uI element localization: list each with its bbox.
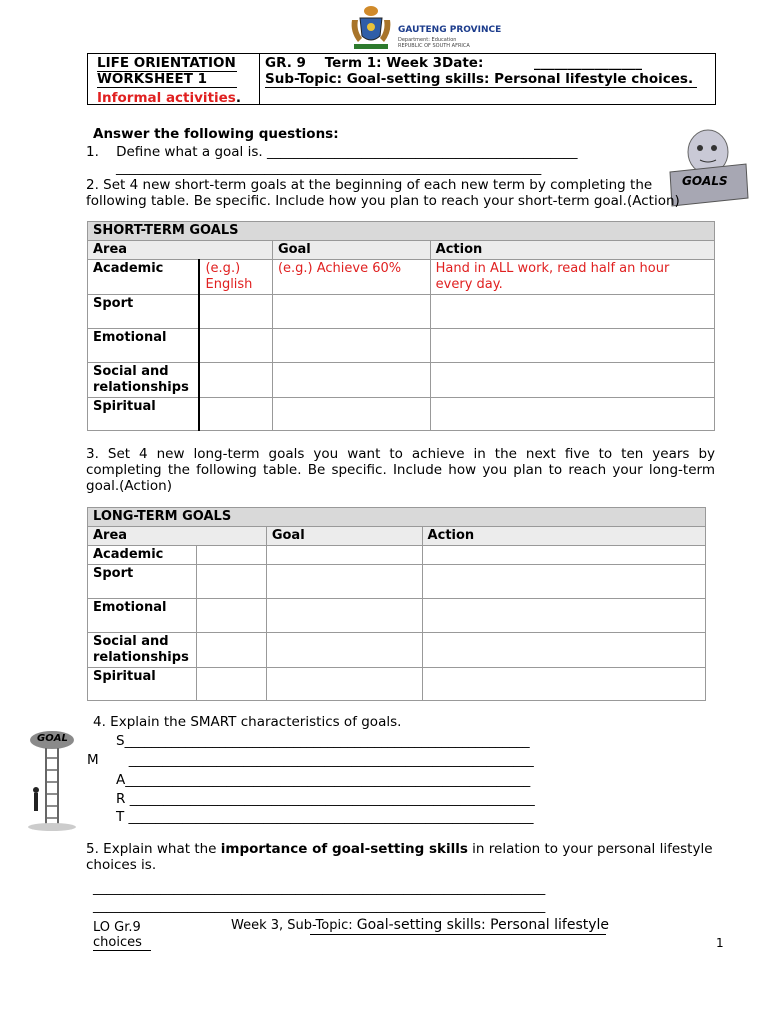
long-cell[interactable] [196,565,266,599]
worksheet-label: WORKSHEET 1 [97,71,237,88]
logo-province: GAUTENG PROVINCE [398,25,502,35]
ladder-icon [24,730,80,832]
answer-line-1: ___________________________________________________________________ [93,880,546,896]
footer-center: Week 3, Sub-Topic: Goal-setting skills: Personal lifestyle [231,917,610,933]
short-cell[interactable] [272,329,430,363]
long-header-goal: Goal [266,527,422,546]
long-area-emotional: Emotional [88,599,197,633]
footer-left-1: LO Gr.9 [93,920,141,935]
long-area-spiritual: Spiritual [88,668,197,701]
logo-dept: Department: Education [398,37,457,43]
short-cell[interactable] [430,398,714,431]
short-cell-example-goal[interactable]: (e.g.) Achieve 60% [272,260,430,295]
long-cell[interactable] [266,599,422,633]
footer-left-2: choices [93,935,151,951]
long-term-title: LONG-TERM GOALS [88,508,706,527]
subject-label: LIFE ORIENTATION [97,55,236,71]
long-cell[interactable] [266,633,422,668]
question-1: 1. Define what a goal is. ______________________________________________ [86,144,578,160]
long-cell[interactable] [422,633,705,668]
footer-rule [310,934,606,935]
short-cell[interactable] [430,329,714,363]
smart-line-r: R ____________________________________________________________ [116,791,535,807]
smart-line-s: S____________________________________________________________ [116,733,530,749]
short-cell-example-action[interactable]: Hand in ALL work, read half an hour every day. [430,260,714,295]
subtopic-label: Sub-Topic: Goal-setting skills: Personal lifestyle choices. [265,71,697,88]
short-area-academic: Academic [88,260,200,295]
coat-of-arms-icon [346,2,396,52]
short-header-goal: Goal [272,241,430,260]
long-area-sport: Sport [88,565,197,599]
short-header-area: Area [88,241,273,260]
goals-image-label: GOALS [682,174,728,188]
question-1-line2: _______________________________________________________________ [116,160,542,176]
intro-heading: Answer the following questions: [93,126,339,142]
header-box [87,53,716,105]
short-cell[interactable] [272,363,430,398]
long-cell[interactable] [422,599,705,633]
short-cell[interactable] [199,329,272,363]
long-cell[interactable] [196,633,266,668]
smart-line-a: A____________________________________________________________ [116,772,531,788]
short-cell[interactable] [430,363,714,398]
short-area-spiritual: Spiritual [88,398,200,431]
question-2: 2. Set 4 new short-term goals at the beginning of each new term by completing the following table. Be specific. Include how you plan to reach your short-term goal.(Action) [86,177,680,209]
short-area-emotional: Emotional [88,329,200,363]
long-term-table [87,507,706,701]
short-term-title: SHORT-TERM GOALS [88,222,715,241]
short-cell[interactable] [199,398,272,431]
long-header-action: Action [422,527,705,546]
short-area-sport: Sport [88,295,200,329]
short-cell-example-subject[interactable]: (e.g.) English [199,260,272,295]
long-cell[interactable] [266,546,422,565]
long-cell[interactable] [422,565,705,599]
logo-country: REPUBLIC OF SOUTH AFRICA [398,43,470,49]
long-cell[interactable] [422,668,705,701]
long-header-area: Area [88,527,267,546]
short-cell[interactable] [199,363,272,398]
long-cell[interactable] [266,565,422,599]
question-5: 5. Explain what the importance of goal-setting skills in relation to your personal lifestyle choices is. [86,841,713,873]
long-cell[interactable] [422,546,705,565]
short-cell[interactable] [199,295,272,329]
long-area-academic: Academic [88,546,197,565]
short-header-action: Action [430,241,714,260]
smart-line-m: M ____________________________________________________________ [87,752,534,768]
goal-ladder-illustration [24,730,80,832]
long-cell[interactable] [266,668,422,701]
long-cell[interactable] [196,599,266,633]
short-term-table [87,221,715,431]
long-area-social: Social and relationships [88,633,197,668]
long-cell[interactable] [196,546,266,565]
short-cell[interactable] [272,398,430,431]
grade-term-label: GR. 9 Term 1: Week 3Date: [265,55,484,71]
question-4: 4. Explain the SMART characteristics of goals. [93,714,402,730]
goal-image-label: GOAL [37,733,68,744]
date-blank: ________________ [534,55,642,71]
short-area-social: Social and relationships [88,363,200,398]
long-cell[interactable] [196,668,266,701]
gauteng-logo [346,2,502,52]
short-cell[interactable] [272,295,430,329]
informal-label: Informal activities. [97,90,241,106]
smart-line-t: T ____________________________________________________________ [116,809,534,825]
page-number: 1 [716,936,724,950]
question-3: 3. Set 4 new long-term goals you want to achieve in the next five to ten years by completing the following table. Be specific. Include how you plan to reach your long-term goal.(Action) [86,446,715,494]
answer-line-2: ___________________________________________________________________ [93,898,546,914]
short-cell[interactable] [430,295,714,329]
